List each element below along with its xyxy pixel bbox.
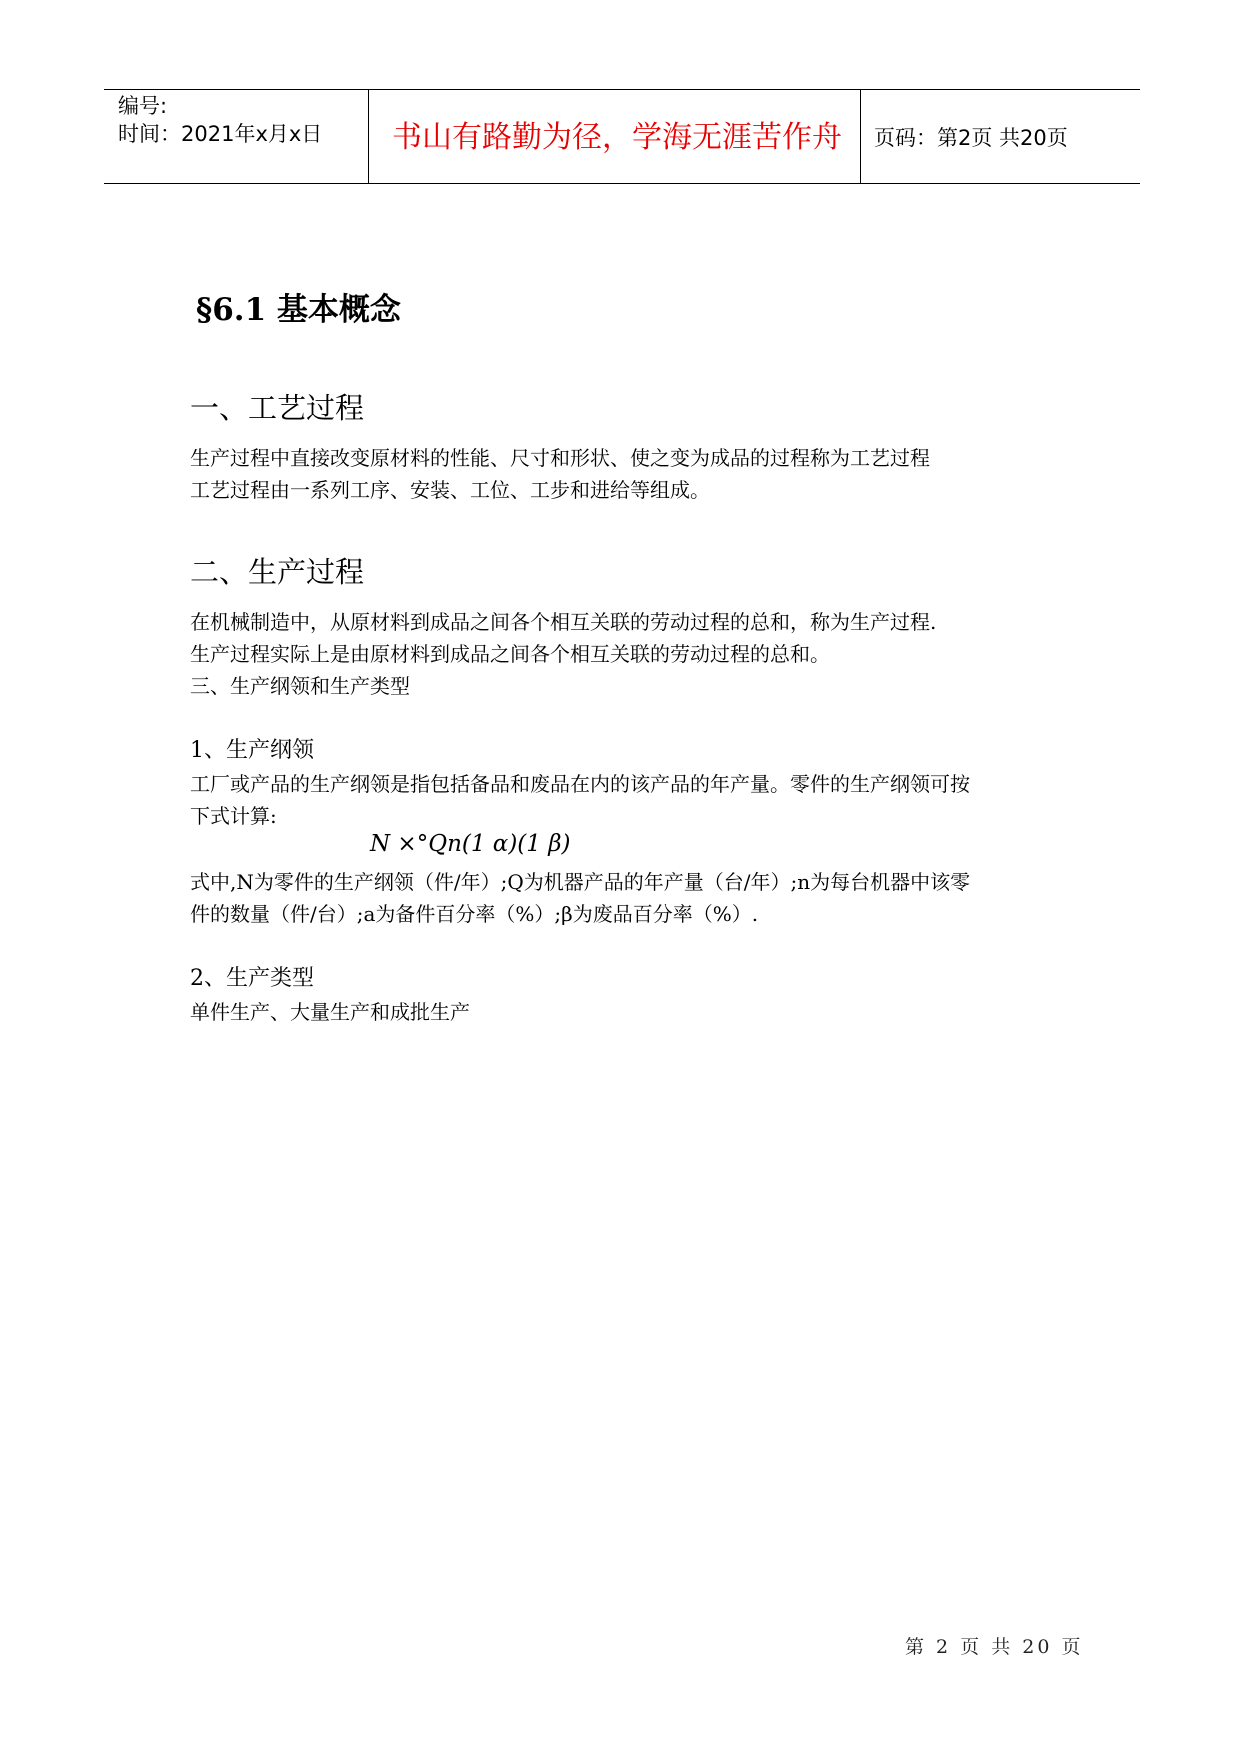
header-bottom-rule: [104, 183, 1140, 184]
subheading-production-plan: 1、生产纲领: [190, 738, 314, 763]
paragraph-line: 下式计算:: [190, 804, 277, 828]
formula: N ×°Qn(1 α)(1 β): [370, 831, 571, 857]
section-title: §6.1 基本概念: [196, 292, 401, 328]
paragraph-line: 式中,N为零件的生产纲领（件/年）;Q为机器产品的年产量（台/年）;n为每台机器中该零: [190, 870, 971, 894]
header-code-label: 编号:: [118, 94, 168, 118]
paragraph-line: 生产过程实际上是由原材料到成品之间各个相互关联的劳动过程的总和。: [190, 642, 830, 666]
paragraph-line: 单件生产、大量生产和成批生产: [190, 1000, 470, 1024]
paragraph-line: 工厂或产品的生产纲领是指包括备品和废品在内的该产品的年产量。零件的生产纲领可按: [190, 772, 970, 796]
page-footer: 第 2 页 共 20 页: [905, 1636, 1084, 1658]
paragraph-line: 生产过程中直接改变原材料的性能、尺寸和形状、使之变为成品的过程称为工艺过程: [190, 446, 930, 470]
header-divider-left: [368, 90, 369, 184]
header-motto: 书山有路勤为径，学海无涯苦作舟: [392, 120, 842, 155]
section-heading-process: 一、工艺过程: [190, 391, 365, 425]
header-time-label: 时间：2021年x月x日: [118, 122, 323, 146]
paragraph-line: 工艺过程由一系列工序、安装、工位、工步和进给等组成。: [190, 478, 710, 502]
header-page-label: 页码：第2页 共20页: [874, 126, 1068, 150]
paragraph-line: 在机械制造中，从原材料到成品之间各个相互关联的劳动过程的总和，称为生产过程.: [190, 610, 937, 634]
paragraph-line: 三、生产纲领和生产类型: [190, 674, 410, 698]
section-heading-production: 二、生产过程: [190, 555, 365, 589]
header-top-rule: [104, 89, 1140, 90]
paragraph-line: 件的数量（件/台）;a为备件百分率（%）;β为废品百分率（%）.: [190, 902, 759, 926]
subheading-production-type: 2、生产类型: [190, 966, 314, 991]
header-divider-right: [860, 90, 861, 184]
